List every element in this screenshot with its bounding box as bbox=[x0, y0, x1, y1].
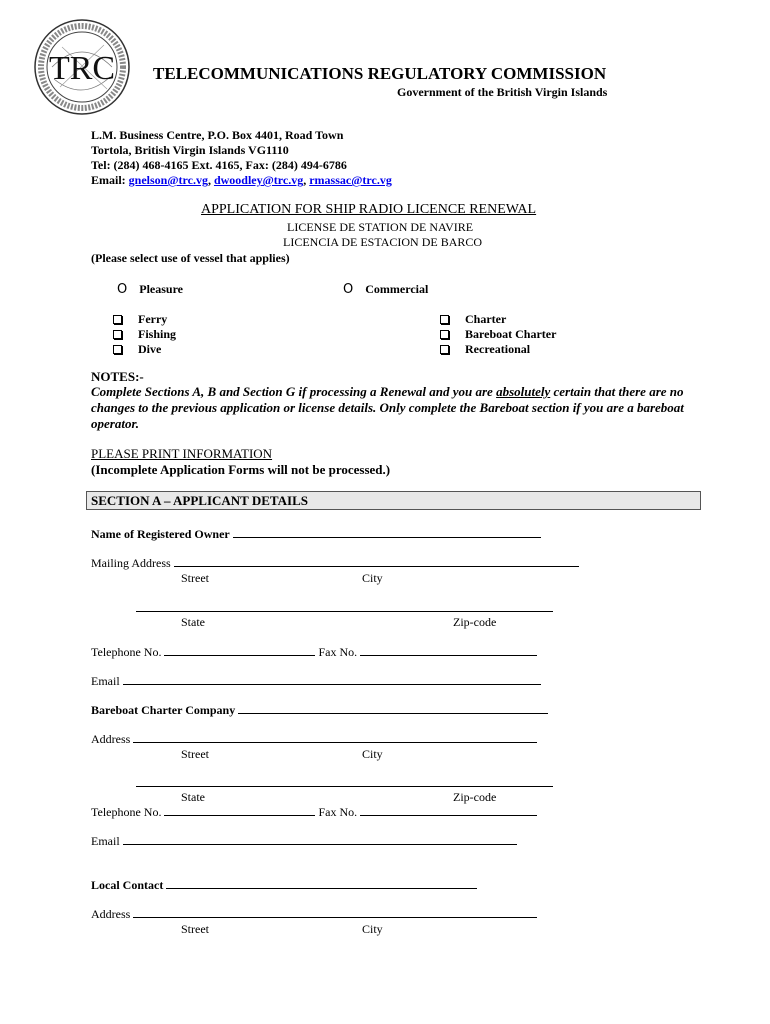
print-heading: PLEASE PRINT INFORMATION bbox=[91, 446, 273, 461]
pleasure-option[interactable] bbox=[117, 280, 183, 298]
owner-name-line[interactable] bbox=[233, 527, 541, 538]
telephone-label: Telephone No. bbox=[91, 805, 162, 819]
fax-label: Fax No. bbox=[318, 645, 358, 659]
checkbox-icon[interactable] bbox=[440, 330, 449, 339]
city-caption: City bbox=[362, 571, 383, 585]
notes-text: Complete Sections A, B and Section G if processing a Renewal and you are bbox=[91, 384, 497, 399]
notes-emphasis: absolutely bbox=[496, 384, 551, 399]
address-line-2: Tortola, British Virgin Islands VG1110 bbox=[91, 143, 289, 157]
fax-line[interactable] bbox=[360, 805, 537, 816]
street-caption: Street bbox=[181, 571, 209, 585]
email-line bbox=[91, 173, 392, 188]
option-label: Fishing bbox=[138, 327, 177, 341]
local-contact-line[interactable] bbox=[166, 878, 477, 889]
address-line-3: Tel: (284) 468-4165 Ext. 4165, Fax: (284) 494-6786 bbox=[91, 158, 347, 172]
notes-text: certain that there are no changes to the previous application or license details. Only complete the Bareboat section if you are a bareboat operator. bbox=[91, 384, 684, 431]
section-a-header bbox=[86, 491, 701, 510]
bareboat-email-field[interactable] bbox=[91, 834, 517, 849]
local-contact-address-label: Address bbox=[91, 907, 131, 921]
local-contact-address-line[interactable] bbox=[133, 907, 537, 918]
telephone-line[interactable] bbox=[164, 805, 315, 816]
logo-text: TRC bbox=[48, 50, 116, 87]
owner-name-label: Name of Registered Owner bbox=[91, 527, 230, 541]
email-link-dwoodley[interactable]: dwoodley@trc.vg bbox=[213, 173, 304, 187]
owner-name-field[interactable] bbox=[91, 527, 541, 542]
org-subtitle: Government of the British Virgin Islands bbox=[397, 85, 608, 99]
checkbox-icon[interactable] bbox=[113, 330, 122, 339]
mailing-address-line[interactable] bbox=[174, 556, 579, 567]
checkbox-icon[interactable] bbox=[440, 345, 449, 354]
mailing-address-label: Mailing Address bbox=[91, 556, 171, 570]
trc-logo bbox=[32, 17, 132, 117]
option-label: Bareboat Charter bbox=[465, 327, 557, 341]
state-zip-line[interactable] bbox=[136, 778, 553, 787]
section-a-title: SECTION A – APPLICANT DETAILS bbox=[91, 493, 308, 508]
telephone-line[interactable] bbox=[164, 645, 315, 656]
form-title-french: LICENSE DE STATION DE NAVIRE bbox=[287, 220, 474, 234]
email-field-label: Email bbox=[91, 834, 120, 848]
form-title-spanish: LICENCIA DE ESTACION DE BARCO bbox=[283, 235, 483, 249]
option-label: Recreational bbox=[465, 342, 531, 356]
org-name: TELECOMMUNICATIONS REGULATORY COMMISSION bbox=[153, 64, 607, 83]
checkbox-icon[interactable] bbox=[113, 315, 122, 324]
email-separator: , bbox=[207, 173, 214, 187]
email-field-line[interactable] bbox=[123, 834, 517, 845]
checkbox-icon[interactable] bbox=[440, 315, 449, 324]
checkbox-icon[interactable] bbox=[113, 345, 122, 354]
zip-caption: Zip-code bbox=[453, 790, 497, 804]
email-link-gnelson[interactable]: gnelson@trc.vg bbox=[128, 173, 208, 187]
city-caption: City bbox=[362, 747, 383, 761]
telephone-label: Telephone No. bbox=[91, 645, 162, 659]
bareboat-address-field[interactable] bbox=[91, 732, 537, 747]
email-field[interactable] bbox=[91, 674, 541, 689]
state-zip-line[interactable] bbox=[136, 603, 553, 612]
notes-heading: NOTES:- bbox=[91, 369, 144, 384]
bareboat-address-line[interactable] bbox=[133, 732, 537, 743]
form-title: APPLICATION FOR SHIP RADIO LICENCE RENEWAL bbox=[201, 202, 537, 217]
vessel-use-instruction: (Please select use of vessel that applies) bbox=[91, 251, 290, 265]
email-field-label: Email bbox=[91, 674, 120, 688]
option-label: Dive bbox=[138, 342, 162, 356]
option-dive[interactable] bbox=[113, 340, 161, 358]
fax-label: Fax No. bbox=[318, 805, 358, 819]
street-caption: Street bbox=[181, 747, 209, 761]
telephone-field[interactable] bbox=[91, 645, 537, 660]
bareboat-company-field[interactable] bbox=[91, 703, 548, 718]
fax-line[interactable] bbox=[360, 645, 537, 656]
local-contact-address-field[interactable] bbox=[91, 907, 537, 922]
pleasure-label: Pleasure bbox=[139, 282, 184, 296]
option-recreational[interactable] bbox=[440, 340, 530, 358]
city-caption: City bbox=[362, 922, 383, 936]
mailing-address-field[interactable] bbox=[91, 556, 579, 571]
state-caption: State bbox=[181, 615, 205, 629]
commercial-option[interactable] bbox=[343, 280, 428, 298]
bareboat-telephone-field[interactable] bbox=[91, 805, 537, 820]
zip-caption: Zip-code bbox=[453, 615, 497, 629]
radio-icon[interactable]: O bbox=[343, 282, 354, 297]
street-caption: Street bbox=[181, 922, 209, 936]
notes-body bbox=[91, 384, 703, 432]
state-caption: State bbox=[181, 790, 205, 804]
address-line-1: L.M. Business Centre, P.O. Box 4401, Road Town bbox=[91, 128, 344, 142]
bareboat-address-label: Address bbox=[91, 732, 131, 746]
local-contact-label: Local Contact bbox=[91, 878, 164, 892]
local-contact-field[interactable] bbox=[91, 878, 477, 893]
email-field-line[interactable] bbox=[123, 674, 541, 685]
email-label: Email: bbox=[91, 173, 126, 187]
option-label: Charter bbox=[465, 312, 507, 326]
commercial-label: Commercial bbox=[365, 282, 429, 296]
bareboat-company-line[interactable] bbox=[238, 703, 548, 714]
email-link-rmassac[interactable]: rmassac@trc.vg bbox=[309, 173, 392, 187]
print-warning: (Incomplete Application Forms will not be processed.) bbox=[91, 462, 391, 477]
option-label: Ferry bbox=[138, 312, 168, 326]
bareboat-company-label: Bareboat Charter Company bbox=[91, 703, 236, 717]
radio-icon[interactable]: O bbox=[117, 282, 128, 297]
trc-seal-graphic bbox=[32, 17, 132, 117]
email-separator: , bbox=[303, 173, 310, 187]
